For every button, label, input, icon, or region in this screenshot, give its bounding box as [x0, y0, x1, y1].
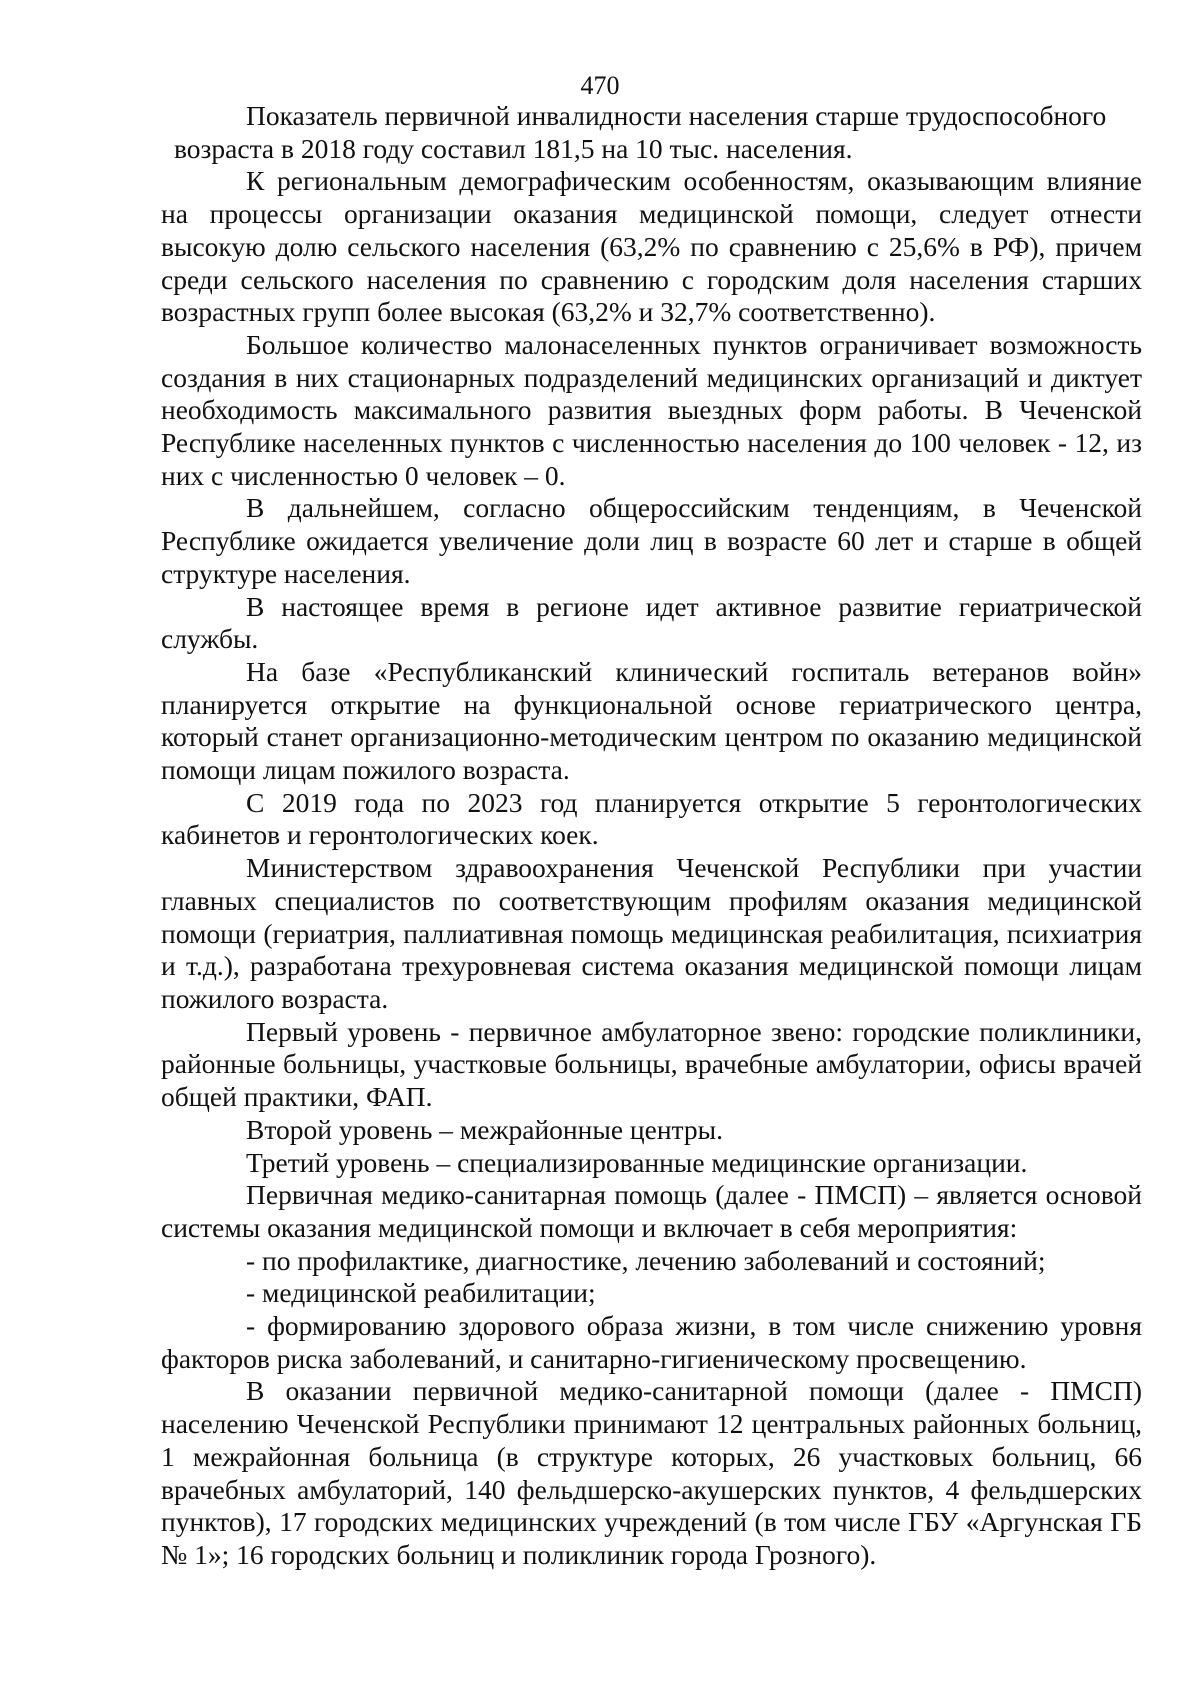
- list-item-healthy-lifestyle: - формированию здорового образа жизни, в том числе снижению уровня факторов риска заболеваний, и санитарно-гигиеническому просвещению.: [161, 1310, 1142, 1374]
- paragraph-disability-rate: [161, 100, 1142, 165]
- paragraph-pmsp-institutions: В оказании первичной медико-санитарной помощи (далее - ПМСП) населению Чеченской Республики принимают 12 центральных районных больниц, 1 межрайонная больница (в структуре которых, 26 участковых больниц, 66 врачебных амбулаторий, 140 фельдшерско-акушерских пунктов, 4 фельдшерских пунктов), 17 городских медицинских учреждений (в том числе ГБУ «Аргунская ГБ № 1»; 16 городских больниц и поликлиник города Грозного).: [161, 1375, 1142, 1570]
- paragraph-gerontology-offices: С 2019 года по 2023 год планируется открытие 5 геронтологических кабинетов и геронтологических коек.: [161, 786, 1142, 851]
- paragraph-demographics: К региональным демографическим особенностям, оказывающим влияние на процессы организации оказания медицинской помощи, следует отнести высокую долю сельского населения (63,2% по сравнению с 25,6% в РФ), причем среди сельского населения по сравнению с городским доля населения старших возрастных групп более высокая (63,2% и 32,7% соответственно).: [161, 165, 1142, 328]
- paragraph-level-two: Второй уровень – межрайонные центры.: [246, 1113, 723, 1145]
- paragraph-line: Показатель первичной инвалидности населения старше трудоспособного: [246, 100, 1107, 131]
- paragraph-line: возраста в 2018 году составил 181,5 на 10 тыс. населения.: [174, 132, 853, 164]
- paragraph-level-one: Первый уровень - первичное амбулаторное звено: городские поликлиники, районные больницы, участковые больницы, врачебные амбулатории, офисы врачей общей практики, ФАП.: [161, 1015, 1142, 1113]
- paragraph-geriatric-service: В настоящее время в регионе идет активное развитие гериатрической службы.: [161, 590, 1142, 655]
- paragraph-geriatric-center: На базе «Республиканский клинический госпиталь ветеранов войн» планируется открытие на функциональной основе гериатрического центра, который станет организационно-методическим центром по оказанию медицинской помощи лицам пожилого возраста.: [161, 655, 1142, 786]
- paragraph-pmsp-definition: Первичная медико-санитарная помощь (далее - ПМСП) – является основой системы оказания медицинской помощи и включает в себя мероприятия:: [161, 1179, 1142, 1243]
- page-number: 470: [580, 71, 620, 100]
- paragraph-settlements: Большое количество малонаселенных пунктов ограничивает возможность создания в них стационарных подразделений медицинских организаций и диктует необходимость максимального развития выездных форм работы. В Чеченской Республике населенных пунктов с численностью населения до 100 человек - 12, из них с численностью 0 человек – 0.: [161, 328, 1142, 491]
- list-item-prevention: - по профилактике, диагностике, лечению заболеваний и состояний;: [246, 1244, 1046, 1276]
- paragraph-trends: В дальнейшем, согласно общероссийским тенденциям, в Чеченской Республике ожидается увеличение доли лиц в возрасте 60 лет и старше в общей структуре населения.: [161, 492, 1142, 589]
- paragraph-three-level-system: Министерством здравоохранения Чеченской Республики при участии главных специалистов по соответствующим профилям оказания медицинской помощи (гериатрия, паллиативная помощь медицинская реабилитация, психиатрия и т.д.), разработана трехуровневая система оказания медицинской помощи лицам пожилого возраста.: [161, 852, 1142, 1014]
- paragraph-level-three: Третий уровень – специализированные медицинские организации.: [246, 1146, 1028, 1178]
- list-item-rehabilitation: - медицинской реабилитации;: [246, 1277, 596, 1309]
- body-text: [161, 100, 1142, 1572]
